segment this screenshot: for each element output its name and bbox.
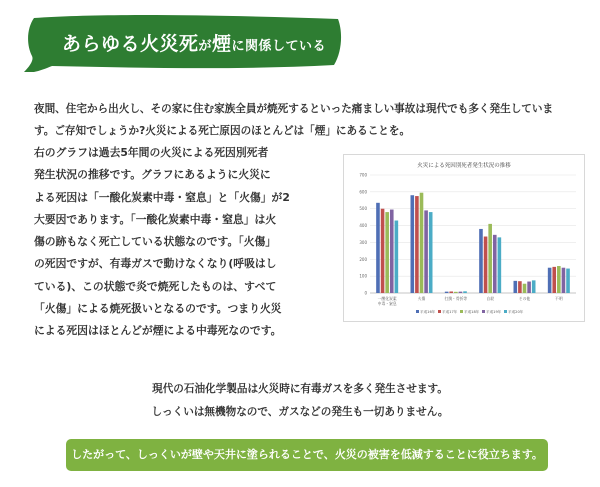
chart-bar bbox=[479, 229, 483, 293]
chart-bar bbox=[518, 281, 522, 293]
chart-bar bbox=[463, 291, 467, 293]
chart-bar bbox=[445, 292, 449, 293]
x-tick-label: 自殺 bbox=[486, 296, 494, 301]
petrochemical-note: 現代の石油化学製品は火災時に有毒ガスを多く発生させます。 bbox=[152, 383, 448, 395]
text-line: よる死因は「一酸化炭素中毒・窒息」と「火傷」が2 bbox=[34, 190, 290, 204]
legend-label: 平成19年 bbox=[486, 310, 502, 314]
y-tick-label: 600 bbox=[359, 189, 367, 195]
intro-paragraph bbox=[34, 98, 594, 142]
chart-title: 火災による死因別死者発生状況の推移 bbox=[417, 163, 511, 169]
y-tick-label: 700 bbox=[359, 172, 367, 178]
chart-bar bbox=[454, 292, 458, 293]
page-title: あらゆる火災死が煙に関係している bbox=[62, 33, 327, 55]
text-line: 「火傷」による焼死扱いとなるのです。つまり火災 bbox=[34, 302, 282, 316]
y-tick-label: 400 bbox=[359, 223, 367, 229]
chart-bar bbox=[514, 281, 518, 293]
legend-label: 平成20年 bbox=[508, 310, 524, 314]
legend-swatch bbox=[438, 310, 441, 313]
text-line: ている)、この状態で炎で焼死したものは、すべて bbox=[34, 279, 277, 293]
y-tick-label: 200 bbox=[359, 256, 367, 262]
chart-bar bbox=[552, 267, 556, 293]
chart-bar bbox=[449, 291, 453, 293]
text-line: 大要因であります。「一酸化炭素中毒・窒息」は火 bbox=[34, 212, 277, 226]
x-tick-label: 中毒・窒息 bbox=[377, 301, 397, 306]
chart-bar bbox=[429, 212, 433, 293]
x-tick-label: 打撲・骨折等 bbox=[444, 296, 468, 301]
intro-line: す。ご存知でしょうか?火災による死亡原因のほとんどは「煙」にあることを。 bbox=[34, 125, 411, 137]
chart-bar bbox=[527, 282, 531, 293]
shikkui-note: しっくいは無機物なので、ガスなどの発生も一切ありません。 bbox=[151, 406, 449, 418]
legend-swatch bbox=[482, 310, 485, 313]
x-tick-label: 火傷 bbox=[417, 296, 426, 301]
chart-bar bbox=[424, 210, 428, 293]
y-tick-label: 300 bbox=[359, 239, 367, 245]
title-banner bbox=[22, 12, 344, 72]
chart-bar bbox=[557, 266, 561, 293]
y-tick-label: 0 bbox=[364, 290, 367, 296]
chart-bar bbox=[484, 237, 488, 293]
chart-bar bbox=[562, 268, 566, 293]
x-tick-label: その他 bbox=[518, 296, 531, 301]
x-tick-label: 不明 bbox=[555, 296, 563, 301]
chart-bar bbox=[415, 196, 419, 293]
text-line: 発生状況の推移です。グラフにあるように火災に bbox=[34, 168, 271, 182]
chart-bar bbox=[523, 284, 527, 293]
chart-bar bbox=[381, 209, 385, 293]
chart-bar bbox=[420, 193, 424, 293]
chart-bar bbox=[385, 212, 389, 293]
chart-bar bbox=[395, 221, 399, 293]
legend-swatch bbox=[504, 310, 507, 313]
chart-bar bbox=[459, 292, 463, 293]
chart-bar bbox=[411, 195, 415, 293]
chart-bar bbox=[376, 203, 380, 293]
death-cause-chart bbox=[343, 154, 585, 322]
conclusion-banner: したがって、しっくいが壁や天井に塗られることで、火災の被害を低減することに役立ちます。 bbox=[66, 439, 548, 471]
text-line: の死因ですが、有毒ガスで動けなくなり(呼吸はし bbox=[34, 257, 277, 271]
legend-label: 平成17年 bbox=[442, 310, 458, 314]
text-line: 傷の跡もなく死亡している状態なのです。「火傷」 bbox=[34, 235, 277, 249]
intro-line: 夜間、住宅から出火し、その家に住む家族全員が焼死するといった痛ましい事故は現代でも多く発生していま bbox=[34, 103, 554, 115]
legend-label: 平成16年 bbox=[420, 310, 436, 314]
legend-swatch bbox=[460, 310, 463, 313]
explanation-paragraph bbox=[34, 142, 334, 343]
chart-bar bbox=[498, 237, 502, 293]
legend-swatch bbox=[416, 310, 419, 313]
x-tick-label: 一酸化炭素 bbox=[377, 296, 397, 301]
text-line: 右のグラフは過去5年間の火災による死因別死者 bbox=[34, 146, 269, 159]
chart-bar bbox=[532, 280, 536, 293]
y-tick-label: 500 bbox=[359, 206, 367, 212]
chart-bar bbox=[548, 268, 552, 293]
text-line: による死因はほとんどが煙による中毒死なのです。 bbox=[34, 324, 282, 338]
chart-bar bbox=[566, 269, 570, 293]
legend-label: 平成18年 bbox=[464, 310, 480, 314]
chart-bar bbox=[488, 224, 492, 293]
chart-canvas bbox=[344, 155, 584, 321]
chart-bar bbox=[493, 235, 497, 293]
chart-bar bbox=[390, 210, 394, 293]
y-tick-label: 100 bbox=[359, 273, 367, 279]
